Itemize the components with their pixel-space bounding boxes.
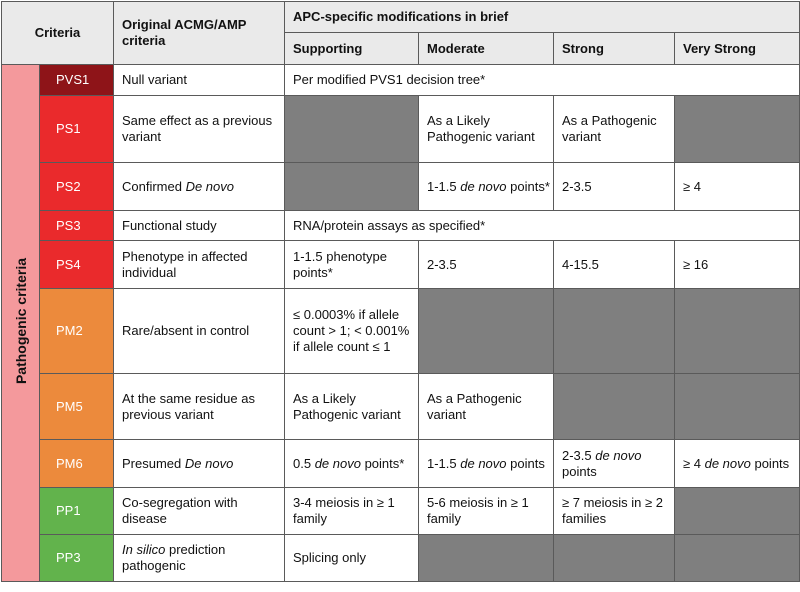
moderate-cell: As a Likely Pathogenic variant: [419, 96, 554, 163]
cell-emphasis: de novo: [314, 455, 361, 471]
criterion-description: Functional study: [114, 211, 285, 241]
table-row: [2, 488, 800, 535]
not-applicable-cell: [554, 289, 675, 374]
table-row: [2, 241, 800, 289]
moderate-cell: [419, 440, 554, 488]
criterion-code: PM2: [40, 289, 114, 374]
strong-cell: 4-15.5: [554, 241, 675, 289]
not-applicable-cell: [675, 374, 800, 440]
desc-emphasis: In silico: [122, 542, 166, 557]
cell-text: 0.5: [293, 455, 315, 471]
cell-text: points: [750, 455, 790, 471]
criterion-code: PS2: [40, 163, 114, 211]
modification-span: Per modified PVS1 decision tree*: [285, 65, 800, 96]
not-applicable-cell: [419, 289, 554, 374]
supporting-cell: ≤ 0.0003% if allele count > 1; < 0.001% if allele count ≤ 1: [285, 289, 419, 374]
criterion-description: Null variant: [114, 65, 285, 96]
table-row: [2, 65, 800, 96]
not-applicable-cell: [675, 535, 800, 582]
pathogenic-criteria-label: Pathogenic criteria: [12, 257, 29, 385]
cell-text: points*: [506, 178, 550, 194]
criterion-description: Rare/absent in control: [114, 289, 285, 374]
not-applicable-cell: [554, 374, 675, 440]
criterion-code: PM6: [40, 440, 114, 488]
criteria-header: Criteria: [2, 2, 114, 65]
cell-emphasis: de novo: [704, 455, 751, 471]
moderate-cell: 5-6 meiosis in ≥ 1 family: [419, 488, 554, 535]
modification-span: RNA/protein assays as specified*: [285, 211, 800, 241]
moderate-cell: As a Pathogenic variant: [419, 374, 554, 440]
desc-emphasis: De novo: [184, 455, 234, 471]
criterion-code: PM5: [40, 374, 114, 440]
criterion-description: [114, 440, 285, 488]
cell-text: ≥ 4: [683, 455, 705, 471]
supporting-cell: 3-4 meiosis in ≥ 1 family: [285, 488, 419, 535]
criterion-code: PVS1: [40, 65, 114, 96]
criterion-code: PS1: [40, 96, 114, 163]
criterion-description: Phenotype in affected individual: [114, 241, 285, 289]
table-row: [2, 440, 800, 488]
not-applicable-cell: [554, 535, 675, 582]
criterion-description: At the same residue as previous variant: [114, 374, 285, 440]
criterion-description: Same effect as a previous variant: [114, 96, 285, 163]
strong-header: Strong: [554, 33, 675, 65]
supporting-cell: 1-1.5 phenotype points*: [285, 241, 419, 289]
criterion-description: [114, 535, 285, 582]
table-row: [2, 535, 800, 582]
cell-emphasis: de novo: [460, 455, 507, 471]
strong-cell: ≥ 7 meiosis in ≥ 2 families: [554, 488, 675, 535]
criterion-code: PS4: [40, 241, 114, 289]
cell-emphasis: de novo: [595, 447, 642, 463]
cell-text: points: [562, 463, 597, 479]
not-applicable-cell: [675, 96, 800, 163]
not-applicable-cell: [675, 488, 800, 535]
very-strong-cell: ≥ 16: [675, 241, 800, 289]
criteria-table: [1, 1, 800, 582]
pathogenic-criteria-side: [2, 65, 40, 582]
criterion-code: PP3: [40, 535, 114, 582]
not-applicable-cell: [285, 163, 419, 211]
very-strong-cell: ≥ 4: [675, 163, 800, 211]
cell-text: 2-3.5: [562, 447, 596, 463]
supporting-cell: As a Likely Pathogenic variant: [285, 374, 419, 440]
supporting-header: Supporting: [285, 33, 419, 65]
apc-modifications-header: APC-specific modifications in brief: [285, 2, 800, 33]
desc-text: prediction pathogenic: [122, 542, 226, 573]
very-strong-header: Very Strong: [675, 33, 800, 65]
not-applicable-cell: [675, 289, 800, 374]
strong-cell: 2-3.5: [554, 163, 675, 211]
supporting-cell: Splicing only: [285, 535, 419, 582]
table-row: [2, 374, 800, 440]
cell-emphasis: de novo: [460, 178, 507, 194]
moderate-cell: 2-3.5: [419, 241, 554, 289]
desc-emphasis: De novo: [185, 178, 234, 194]
table-row: [2, 211, 800, 241]
very-strong-cell: [675, 440, 800, 488]
cell-text: points*: [360, 455, 405, 471]
criterion-description: [114, 163, 285, 211]
strong-cell: As a Pathogenic variant: [554, 96, 675, 163]
not-applicable-cell: [285, 96, 419, 163]
desc-text: Presumed: [122, 455, 185, 471]
table-row: [2, 163, 800, 211]
desc-text: Confirmed: [122, 178, 186, 194]
criterion-code: PP1: [40, 488, 114, 535]
cell-text: points: [506, 455, 545, 471]
table-row: [2, 289, 800, 374]
original-criteria-header: Original ACMG/AMP criteria: [114, 2, 285, 65]
supporting-cell: [285, 440, 419, 488]
cell-text: 1-1.5: [427, 455, 461, 471]
criterion-code: PS3: [40, 211, 114, 241]
moderate-cell: [419, 163, 554, 211]
table-row: [2, 96, 800, 163]
cell-text: 1-1.5: [427, 178, 461, 194]
not-applicable-cell: [419, 535, 554, 582]
criterion-description: Co-segregation with disease: [114, 488, 285, 535]
strong-cell: [554, 440, 675, 488]
moderate-header: Moderate: [419, 33, 554, 65]
